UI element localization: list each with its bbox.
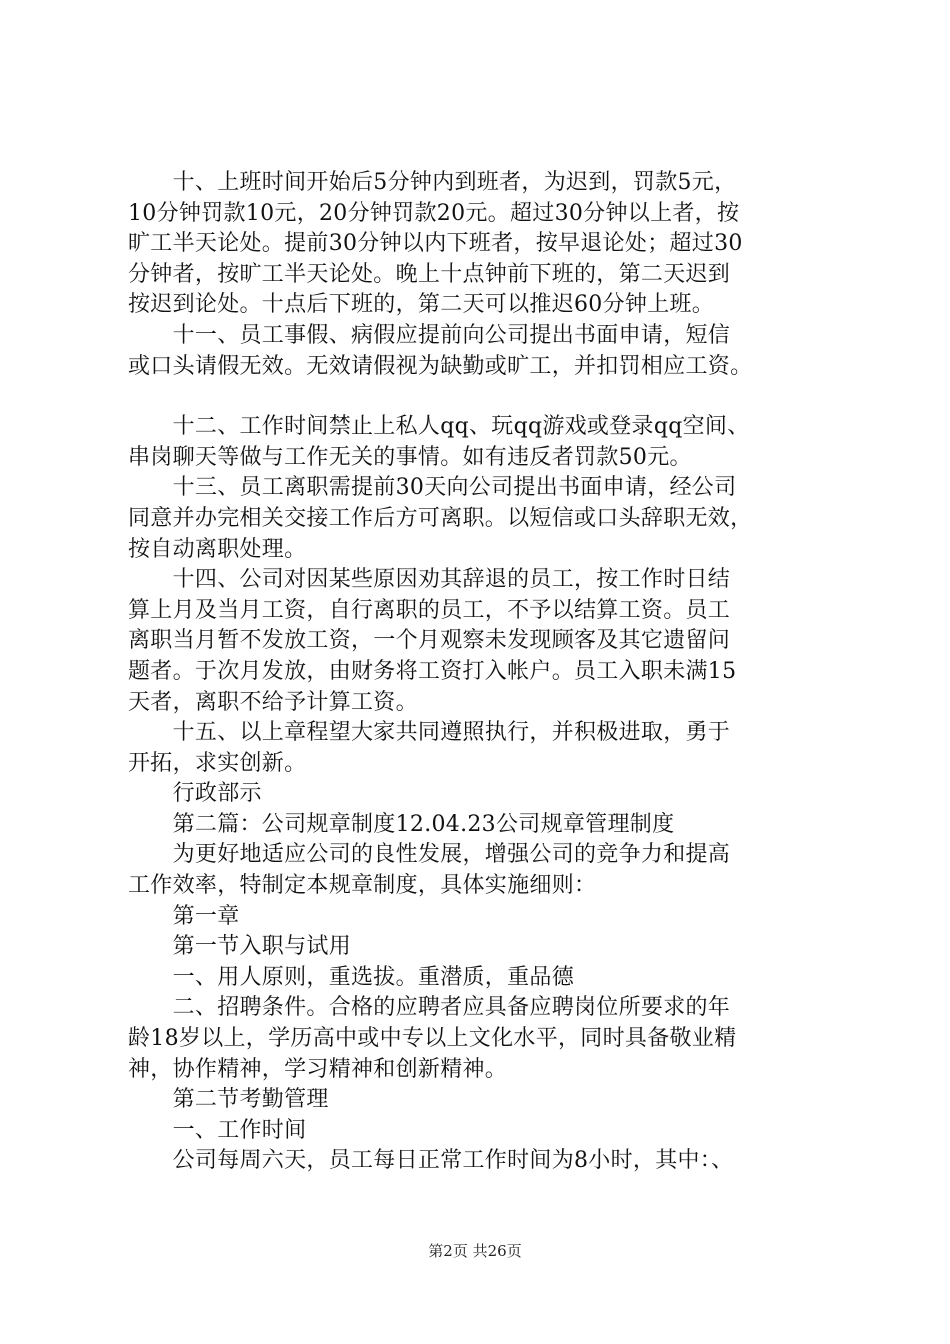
text-line: 一、工作时间 xyxy=(128,1117,307,1143)
text-line: 工作效率，特制定本规章制度，具体实施细则： xyxy=(128,873,597,899)
text-line: 十二、工作时间禁止上私人qq、玩qq游戏或登录qq空间、 xyxy=(128,414,750,440)
section-heading: 第二篇：公司规章制度12.04.23公司规章管理制度 xyxy=(128,811,675,837)
text-line: 十三、员工离职需提前30天向公司提出书面申请，经公司 xyxy=(128,475,737,501)
text-line: 同意并办完相关交接工作后方可离职。以短信或口头辞职无效， xyxy=(128,505,753,531)
text-line: 龄18岁以上，学历高中或中专以上文化水平，同时具备敬业精 xyxy=(128,1026,737,1052)
text-line: 十四、公司对因某些原因劝其辞退的员工，按工作时日结 xyxy=(128,567,731,593)
page-number-footer: 第2页 共26页 xyxy=(428,1242,522,1260)
text-line: 一、用人原则，重选拔。重潜质，重品德 xyxy=(128,964,575,990)
text-line: 十一、员工事假、病假应提前向公司提出书面申请，短信 xyxy=(128,322,731,348)
text-line: 二、招聘条件。合格的应聘者应具备应聘岗位所要求的年 xyxy=(128,995,731,1021)
blank-line xyxy=(128,382,828,412)
text-line: 旷工半天论处。提前30分钟以内下班者，按早退论处；超过30 xyxy=(128,231,743,257)
text-line: 神，协作精神，学习精神和创新精神。 xyxy=(128,1056,508,1082)
text-line: 天者，离职不给予计算工资。 xyxy=(128,689,418,715)
text-line: 按自动离职处理。 xyxy=(128,536,307,562)
text-line: 十、上班时间开始后5分钟内到班者，为迟到，罚款5元， xyxy=(128,170,737,195)
text-line: 行政部示 xyxy=(128,781,262,807)
text-line: 10分钟罚款10元，20分钟罚款20元。超过30分钟以上者，按 xyxy=(128,200,740,226)
text-line: 公司每周六天，员工每日正常工作时间为8小时，其中：、 xyxy=(128,1148,734,1174)
text-line: 串岗聊天等做与工作无关的事情。如有违反者罚款50元。 xyxy=(128,444,692,470)
text-line: 离职当月暂不发放工资，一个月观察未发现顾客及其它遗留问 xyxy=(128,628,731,654)
text-line: 题者。于次月发放，由财务将工资打入帐户。员工入职未满15 xyxy=(128,658,737,684)
text-line: 为更好地适应公司的良性发展，增强公司的竞争力和提高 xyxy=(128,842,731,868)
section-heading: 第二节考勤管理 xyxy=(128,1087,329,1113)
text-line: 按迟到论处。十点后下班的，第二天可以推迟60分钟上班。 xyxy=(128,292,715,318)
chapter-heading: 第一章 xyxy=(128,903,240,929)
text-line: 算上月及当月工资，自行离职的员工，不予以结算工资。员工 xyxy=(128,597,731,623)
text-line: 十五、以上章程望大家共同遵照执行，并积极进取，勇于 xyxy=(128,720,731,746)
section-heading: 第一节入职与试用 xyxy=(128,934,352,960)
document-body xyxy=(128,168,828,1177)
text-line: 分钟者，按旷工半天论处。晚上十点钟前下班的，第二天迟到 xyxy=(128,261,731,287)
text-line: 或口头请假无效。无效请假视为缺勤或旷工，并扣罚相应工资。 xyxy=(128,353,753,379)
text-line: 开拓，求实创新。 xyxy=(128,750,307,776)
